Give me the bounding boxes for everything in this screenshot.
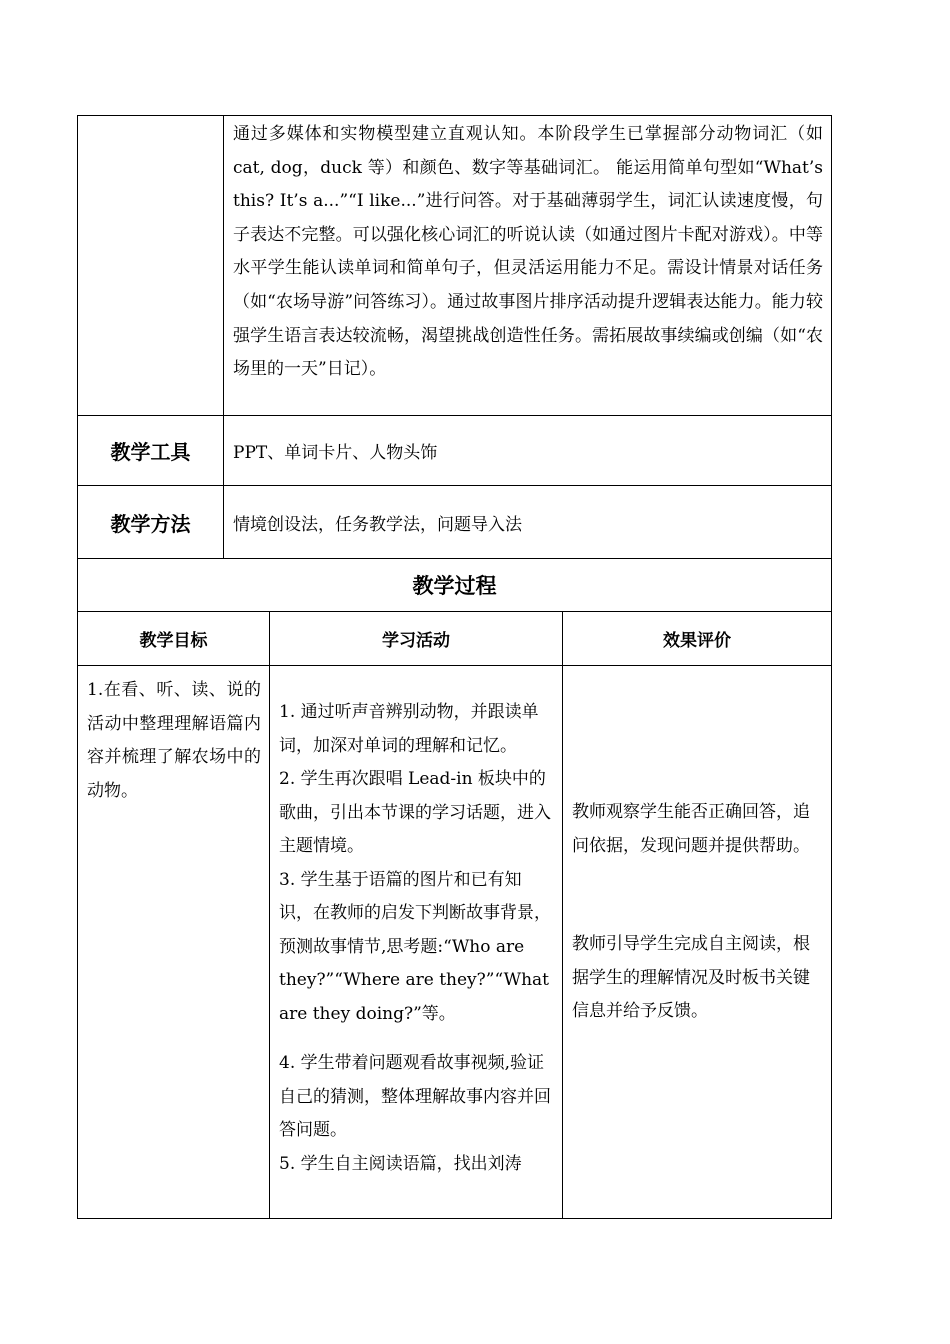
info-table — [77, 115, 832, 612]
process-header-row — [78, 612, 832, 666]
activity-item: 5. 学生自主阅读语篇，找出刘涛 — [279, 1153, 522, 1174]
tools-label: 教学工具 — [78, 416, 224, 486]
methods-value: 情境创设法，任务教学法，问题导入法 — [224, 486, 832, 559]
student-analysis-label-cell — [78, 116, 224, 416]
activity-item: 1. 通过听声音辨别动物，并跟读单词，加深对单词的理解和记忆。 — [279, 702, 539, 756]
methods-row — [78, 486, 832, 559]
activities-cell — [270, 666, 563, 1219]
header-evaluation: 效果评价 — [563, 612, 832, 666]
activity-item: 2. 学生再次跟唱 Lead-in 板块中的歌曲，引出本节课的学习话题，进入主题情境。 — [279, 769, 551, 856]
process-table — [77, 611, 832, 1219]
goal-text: 1.在看、听、读、说的活动中整理理解语篇内容并梳理了解农场中的动物。 — [78, 666, 270, 1219]
evaluation-item: 教师观察学生能否正确回答，追问依据，发现问题并提供帮助。 — [572, 802, 810, 856]
header-goal: 教学目标 — [78, 612, 270, 666]
tools-row — [78, 416, 832, 486]
activity-item: 3. 学生基于语篇的图片和已有知识，在教师的启发下判断故事背景，预测故事情节,思考题:“Who are they?”“Where are they?”“What are they doing?”等。 — [279, 869, 551, 1024]
tools-value: PPT、单词卡片、人物头饰 — [224, 416, 832, 486]
activity-item: 4. 学生带着问题观看故事视频,验证自己的猜测，整体理解故事内容并回答问题。 — [279, 1053, 551, 1140]
evaluations-cell — [563, 666, 832, 1219]
student-analysis-text: 通过多媒体和实物模型建立直观认知。本阶段学生已掌握部分动物词汇（如 cat, dog，duck 等）和颜色、数字等基础词汇。 能运用简单句型如“What’s this? It’s a...”“I like...”进行问答。对于基础薄弱学生，词汇认读速度慢，句子表达不完整。可以强化核心词汇的听说认读（如通过图片卡配对游戏）。中等水平学生能认读单词和简单句子，但灵活运用能力不足。需设计情景对话任务（如“农场导游”问答练习）。通过故事图片排序活动提升逻辑表达能力。能力较强学生语言表达较流畅，渴望挑战创造性任务。需拓展故事续编或创编（如“农场里的一天”日记）。 — [224, 116, 832, 416]
header-activity: 学习活动 — [270, 612, 563, 666]
process-body-row — [78, 666, 832, 1219]
methods-label: 教学方法 — [78, 486, 224, 559]
process-title: 教学过程 — [78, 559, 832, 612]
process-title-row — [78, 559, 832, 612]
student-analysis-row — [78, 116, 832, 416]
evaluation-item: 教师引导学生完成自主阅读，根据学生的理解情况及时板书关键信息并给予反馈。 — [572, 934, 810, 1021]
